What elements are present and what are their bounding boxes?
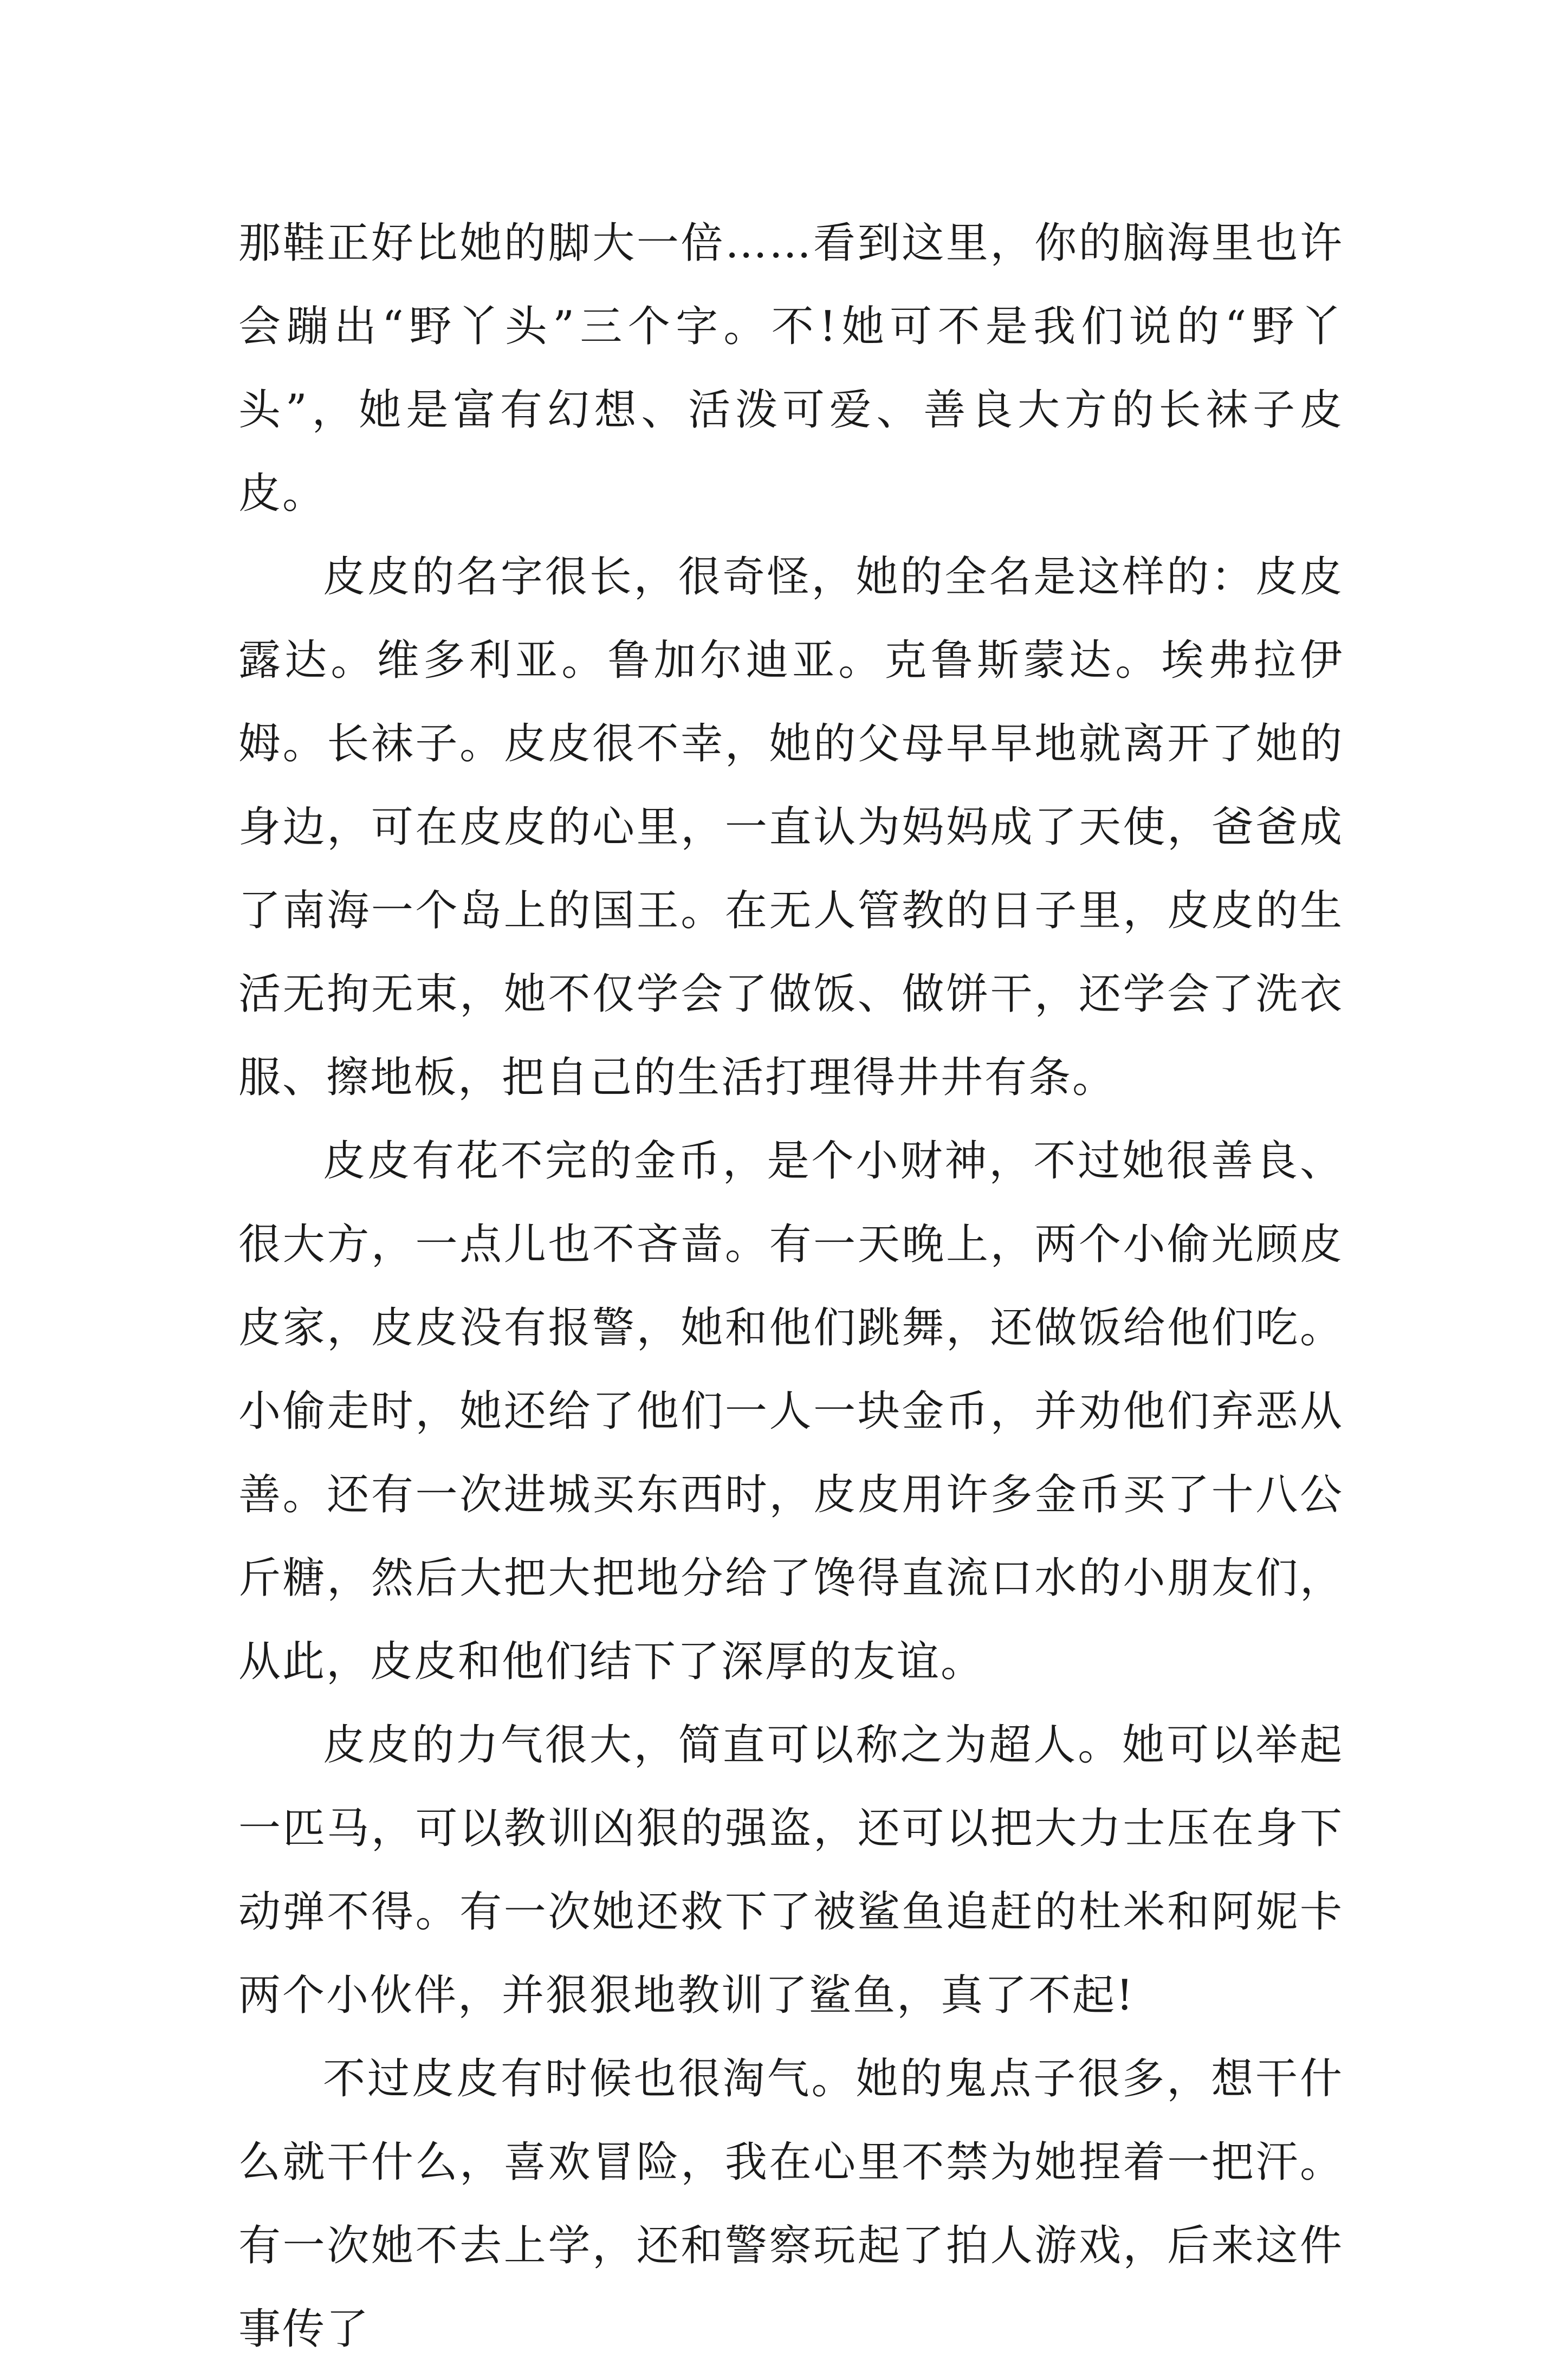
paragraph-2: 皮皮的名字很长，很奇怪，她的全名是这样的：皮皮露达。维多利亚。鲁加尔迪亚。克鲁斯蒙达。埃弗拉伊姆。长袜子。皮皮很不幸，她的父母早早地就离开了她的身边，可在皮皮的心里，一直认为妈妈成了天使，爸爸成了南海一个岛上的国王。在无人管教的日子里，皮皮的生活无拘无束，她不仅学会了做饭、做饼干，还学会了洗衣服、擦地板，把自己的生活打理得井井有条。 — [238, 553, 1344, 1102]
paragraph-1: 那鞋正好比她的脚大一倍……看到这里，你的脑海里也许会蹦出“野丫头”三个字。不!她可不是我们说的“野丫头”，她是富有幻想、活泼可爱、善良大方的长袜子皮皮。 — [238, 219, 1344, 518]
paragraph-3: 皮皮有花不完的金币，是个小财神，不过她很善良、很大方，一点儿也不吝啬。有一天晚上，两个小偷光顾皮皮家，皮皮没有报警，她和他们跳舞，还做饭给他们吃。小偷走时，她还给了他们一人一块金币，并劝他们弃恶从善。还有一次进城买东西时，皮皮用许多金币买了十八公斤糖，然后大把大把地分给了馋得直流口水的小朋友们，从此，皮皮和他们结下了深厚的友谊。 — [238, 1137, 1344, 1686]
document-body — [238, 202, 1344, 2371]
paragraph-4: 皮皮的力气很大，简直可以称之为超人。她可以举起一匹马，可以教训凶狠的强盗，还可以把大力士压在身下动弹不得。有一次她还救下了被鲨鱼追赶的杜米和阿妮卡两个小伙伴，并狠狠地教训了鲨鱼，真了不起! — [238, 1721, 1344, 2020]
paragraph-5: 不过皮皮有时候也很淘气。她的鬼点子很多，想干什么就干什么，喜欢冒险，我在心里不禁为她捏着一把汗。有一次她不去上学，还和警察玩起了拍人游戏，后来这件事传了 — [238, 2055, 1344, 2354]
